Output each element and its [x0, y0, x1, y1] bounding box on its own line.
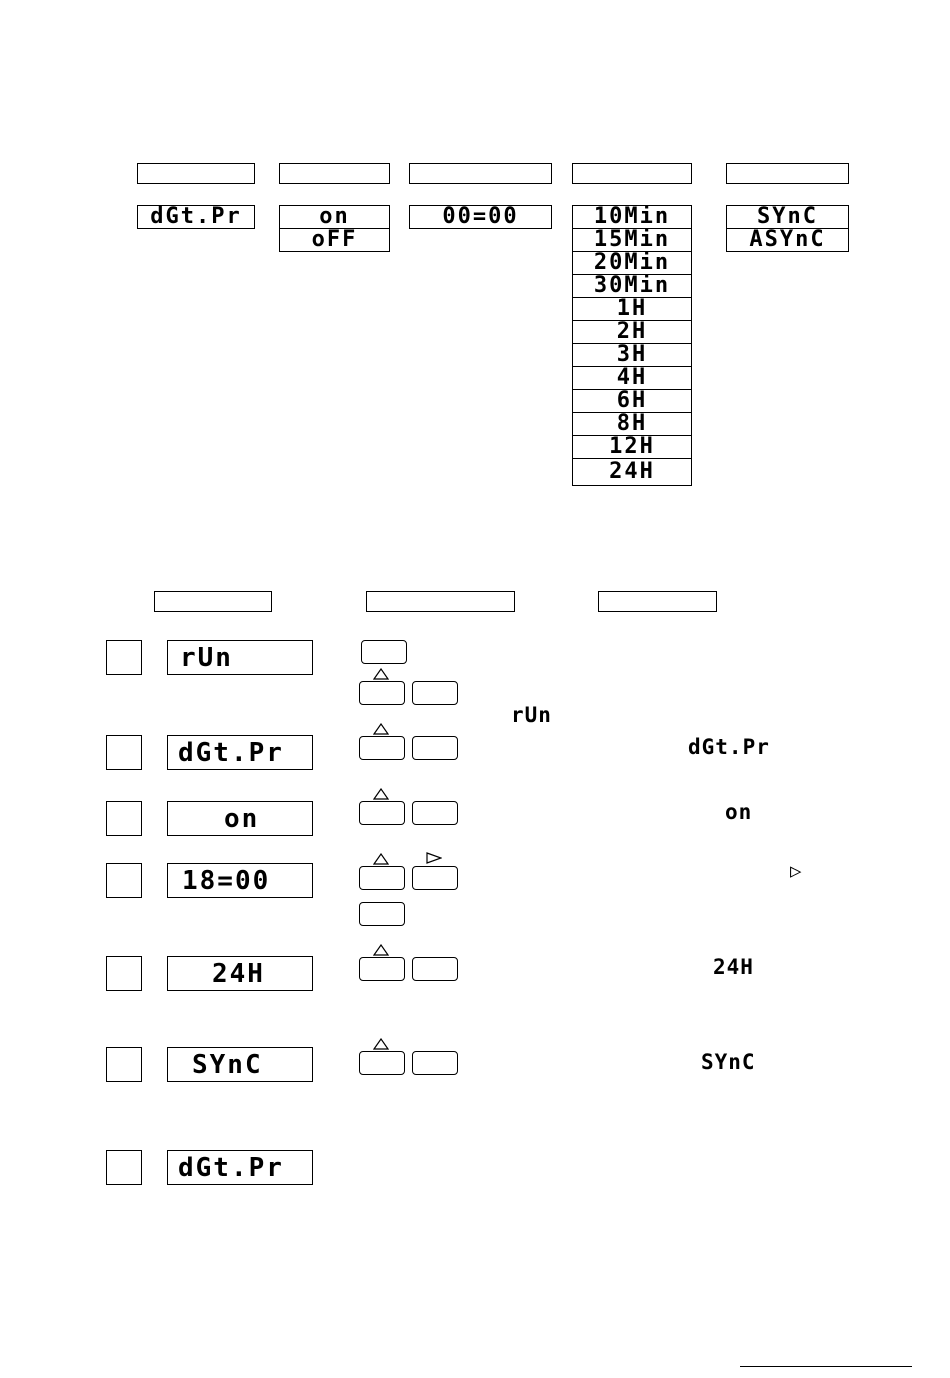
up-triangle-icon	[373, 853, 389, 865]
menu-header-2	[279, 163, 390, 184]
up-triangle-key[interactable]	[359, 957, 405, 981]
up-triangle-key[interactable]	[359, 1051, 405, 1075]
lcd-display: SYnC	[167, 1047, 313, 1082]
step-note-value: ▷	[790, 860, 803, 882]
up-triangle-key[interactable]	[359, 801, 405, 825]
menu-value: 20Min	[572, 251, 692, 275]
menu-value: 15Min	[572, 228, 692, 252]
step-note-value: dGt.Pr	[688, 735, 770, 759]
menu-value: dGt.Pr	[137, 205, 255, 229]
blank-key[interactable]	[412, 957, 458, 981]
menu-value: 10Min	[572, 205, 692, 229]
up-triangle-key[interactable]	[359, 866, 405, 890]
lcd-display: rUn	[167, 640, 313, 675]
procedure-header-3	[598, 591, 717, 612]
footer-rule	[740, 1366, 912, 1367]
step-note-value: 24H	[713, 955, 754, 979]
step-note-value: rUn	[511, 703, 552, 727]
blank-key[interactable]	[359, 902, 405, 926]
lcd-display: 18=00	[167, 863, 313, 898]
step-number-box	[106, 1150, 142, 1185]
menu-header-4	[572, 163, 692, 184]
menu-value: 8H	[572, 412, 692, 436]
step-number-box	[106, 735, 142, 770]
blank-key[interactable]	[412, 1051, 458, 1075]
menu-value: 6H	[572, 389, 692, 413]
menu-value: on	[279, 205, 390, 229]
procedure-header-2	[366, 591, 515, 612]
lcd-display: dGt.Pr	[167, 735, 313, 770]
menu-value: 1H	[572, 297, 692, 321]
lcd-display: on	[167, 801, 313, 836]
menu-header-5	[726, 163, 849, 184]
right-triangle-icon	[426, 852, 442, 864]
step-number-box	[106, 956, 142, 991]
step-number-box	[106, 801, 142, 836]
up-triangle-icon	[373, 1038, 389, 1050]
step-number-box	[106, 1047, 142, 1082]
menu-value: 3H	[572, 343, 692, 367]
blank-key[interactable]	[361, 640, 407, 664]
menu-value: SYnC	[726, 205, 849, 229]
step-note-value: SYnC	[701, 1050, 756, 1074]
up-triangle-icon	[373, 723, 389, 735]
lcd-display: dGt.Pr	[167, 1150, 313, 1185]
up-triangle-key[interactable]	[359, 736, 405, 760]
up-triangle-icon	[373, 788, 389, 800]
step-note-value: on	[725, 800, 753, 824]
step-number-box	[106, 863, 142, 898]
lcd-display: 24H	[167, 956, 313, 991]
right-triangle-key[interactable]	[412, 866, 458, 890]
menu-header-1	[137, 163, 255, 184]
up-triangle-key[interactable]	[359, 681, 405, 705]
menu-value: ASYnC	[726, 228, 849, 252]
blank-key[interactable]	[412, 801, 458, 825]
menu-value: 30Min	[572, 274, 692, 298]
menu-header-3	[409, 163, 552, 184]
menu-value: oFF	[279, 228, 390, 252]
menu-value: 00=00	[409, 205, 552, 229]
menu-value: 2H	[572, 320, 692, 344]
step-number-box	[106, 640, 142, 675]
up-triangle-icon	[373, 944, 389, 956]
menu-value: 12H	[572, 435, 692, 459]
menu-value: 24H	[572, 458, 692, 486]
menu-value: 4H	[572, 366, 692, 390]
up-triangle-icon	[373, 668, 389, 680]
procedure-header-1	[154, 591, 272, 612]
blank-key[interactable]	[412, 681, 458, 705]
blank-key[interactable]	[412, 736, 458, 760]
